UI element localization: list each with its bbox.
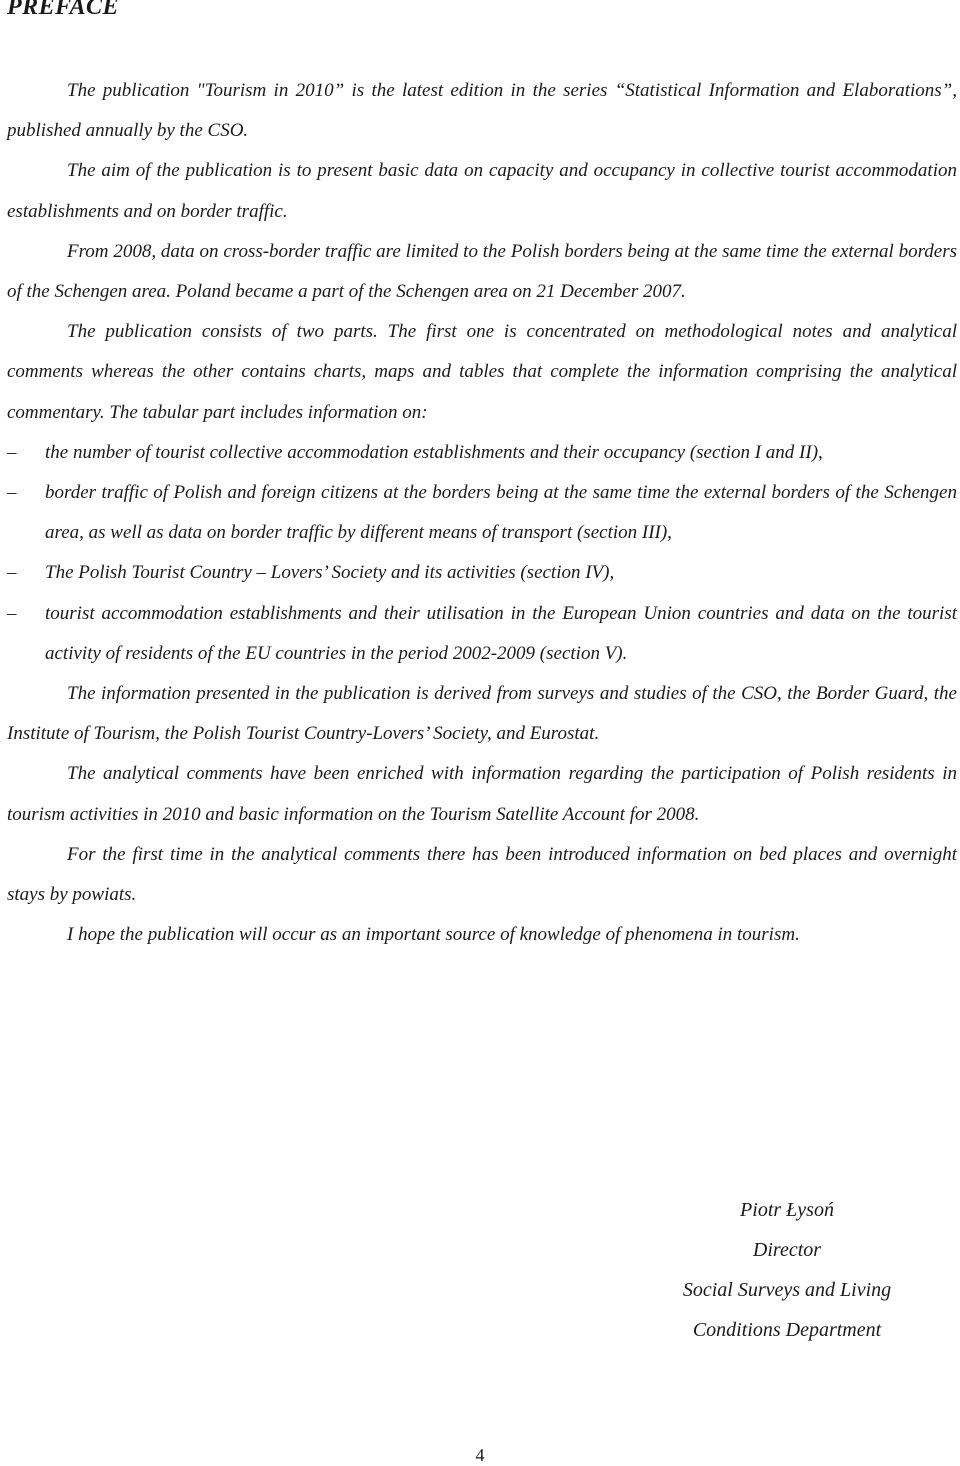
signatory-department: Social Surveys and Living [682,1279,892,1301]
list-item-text: border traffic of Polish and foreign citizens at the borders being at the same time the external borders of the Schengen area, as well as data on border traffic by different means of transport (section III), [45,482,957,544]
signatory-name: Piotr Łysoń [740,1199,834,1221]
dash-marker: – [7,441,17,463]
paragraph: The publication consists of two parts. The first one is concentrated on methodological notes and analytical comments whereas the other contains charts, maps and tables that complete the information comprising the analytical commentary. The tabular part includes information on: [7,321,957,423]
page-number: 4 [475,1445,485,1465]
paragraph: The information presented in the publication is derived from surveys and studies of the CSO, the Border Guard, the Institute of Tourism, the Polish Tourist Country-Lovers’ Society, and Eurostat. [7,683,957,745]
paragraph: I hope the publication will occur as an important source of knowledge of phenomena in tourism. [67,924,800,946]
contents-list [7,433,957,674]
paragraph: For the first time in the analytical comments there has been introduced information on bed places and overnight stays by powiats. [7,843,957,906]
list-item-text: tourist accommodation establishments and their utilisation in the European Union countries and data on the tourist activity of residents of the EU countries in the period 2002-2009 (section V). [45,602,957,664]
page-title: PREFACE [7,0,120,20]
signature-block [640,1190,934,1350]
list-item-text: the number of tourist collective accommodation establishments and their occupancy (section I and II), [45,441,823,463]
dash-marker: – [7,602,17,624]
list-item [7,594,957,674]
list-item [7,553,957,593]
dash-marker: – [7,482,17,504]
paragraph: The aim of the publication is to present basic data on capacity and occupancy in collective tourist accommodation establishments and on border traffic. [7,160,957,222]
paragraph: From 2008, data on cross-border traffic are limited to the Polish borders being at the same time the external borders of the Schengen area. Poland became a part of the Schengen area on 21 December 2007. [7,240,957,303]
paragraph: The analytical comments have been enriched with information regarding the participation of Polish residents in tourism activities in 2010 and basic information on the Tourism Satellite Account for 2008. [7,763,957,825]
signatory-title: Director [752,1239,822,1261]
paragraph: The publication "Tourism in 2010” is the latest edition in the series “Statistical Information and Elaborations”, published annually by the CSO. [7,80,957,142]
dash-marker: – [7,562,17,584]
signatory-department: Conditions Department [692,1319,882,1341]
list-item [7,433,957,473]
list-item [7,473,957,553]
list-item-text: The Polish Tourist Country – Lovers’ Society and its activities (section IV), [45,562,615,584]
preface-body [7,71,957,955]
